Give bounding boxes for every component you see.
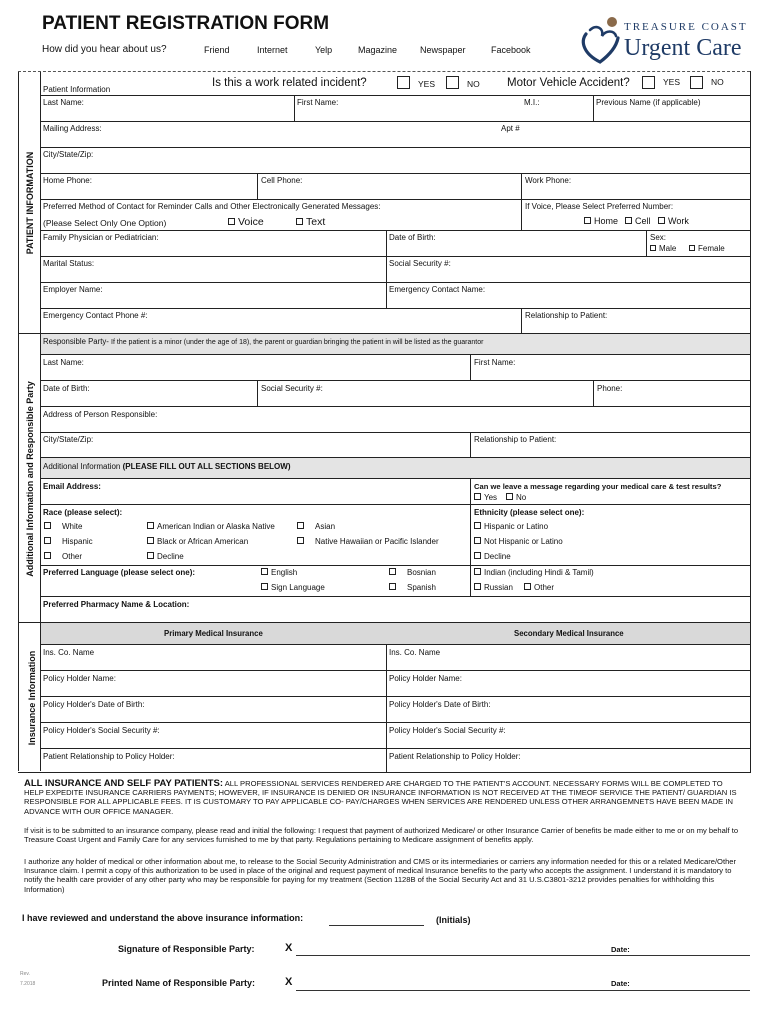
section-label-patient: PATIENT INFORMATION xyxy=(25,151,35,255)
emergency-relationship-label: Relationship to Patient: xyxy=(525,311,608,320)
pharmacy-field[interactable] xyxy=(41,610,749,621)
secondary-holder-field[interactable] xyxy=(387,684,749,695)
work-yes-label: YES xyxy=(418,79,436,89)
printed-name-x: X xyxy=(285,976,293,988)
resp-ssn-field[interactable] xyxy=(258,394,592,405)
race-other-checkbox[interactable] xyxy=(44,552,51,559)
logo-bottom-text: Urgent Care xyxy=(624,35,742,61)
leave-msg-yes-label: Yes xyxy=(484,493,498,502)
source-newspaper[interactable]: Newspaper xyxy=(420,45,466,55)
male-label: Male xyxy=(659,244,677,253)
eth-not-hispanic-checkbox[interactable] xyxy=(474,537,481,544)
dob-label: Date of Birth: xyxy=(389,233,436,242)
secondary-holder-rel-field[interactable] xyxy=(387,762,749,771)
leave-msg-yes-checkbox[interactable] xyxy=(474,493,481,500)
printed-name-label: Printed Name of Responsible Party: xyxy=(102,978,256,988)
work-yes-checkbox[interactable] xyxy=(397,76,410,89)
lang-other-checkbox[interactable] xyxy=(524,583,531,590)
employer-label: Employer Name: xyxy=(43,285,103,294)
last-name-label: Last Name: xyxy=(43,98,84,107)
resp-phone-label: Phone: xyxy=(597,384,623,393)
resp-city-label: City/State/Zip: xyxy=(43,435,94,444)
resp-phone-field[interactable] xyxy=(594,394,749,405)
lang-spanish-option[interactable] xyxy=(389,584,436,592)
section-label-insurance: Insurance Information xyxy=(27,650,37,746)
mva-no-checkbox[interactable] xyxy=(690,76,703,89)
work-option[interactable] xyxy=(658,217,689,226)
lang-sign-label: Sign Language xyxy=(271,583,325,592)
source-friend[interactable]: Friend xyxy=(204,45,230,55)
dob-field[interactable] xyxy=(387,243,645,255)
secondary-holder-ssn-field[interactable] xyxy=(387,736,749,747)
cell-label: Cell xyxy=(635,216,651,226)
resp-last-name-field[interactable] xyxy=(41,368,469,379)
secondary-holder-ssn-label: Policy Holder's Social Security #: xyxy=(389,726,506,735)
lang-sign-checkbox[interactable] xyxy=(261,583,268,590)
terms-paragraph-1 xyxy=(24,779,744,816)
primary-holder-rel-field[interactable] xyxy=(41,762,385,771)
race-white-label: White xyxy=(62,522,83,531)
cell-checkbox[interactable] xyxy=(625,217,632,224)
responsible-party-note: If the patient is a minor (under the age of 18), the parent or guardian bringing the patient in will be listed as the guarantor xyxy=(111,339,484,346)
work-checkbox[interactable] xyxy=(658,217,665,224)
lang-bosnian-label: Bosnian xyxy=(407,568,436,577)
city-state-zip-label: City/State/Zip: xyxy=(43,150,94,159)
race-asian-checkbox[interactable] xyxy=(297,522,304,529)
resp-last-name-label: Last Name: xyxy=(43,358,84,367)
patient-info-label: Patient Information xyxy=(43,85,111,94)
language-label: Preferred Language (please select one): xyxy=(43,568,196,577)
eth-not-hispanic-label: Not Hispanic or Latino xyxy=(484,537,563,546)
first-name-field[interactable] xyxy=(295,108,520,120)
first-name-label: First Name: xyxy=(297,98,339,107)
race-am-indian-checkbox[interactable] xyxy=(147,522,154,529)
primary-co-name-label: Ins. Co. Name xyxy=(43,648,95,657)
terms-paragraph-3: I authorize any holder of medical or other information about me, to release to the Social Security Administration and CMS or its intermediaries or carriers any information needed for this or a related Medicare/Other Insurance claim. I permit a copy of this authorization to be used in place of the original and request payment of medical Insurance benefits to the party who accepts the assignment. I understand it is mandatory to notify the health care provider of any other party who may be responsible for paying for my treatment (Section 1128B of the Social Security Act and 31 U.S.C3801-3212 provides penalties for withholding this Information) xyxy=(24,857,737,894)
secondary-holder-dob-field[interactable] xyxy=(387,710,749,721)
resp-address-field[interactable] xyxy=(41,420,749,431)
voice-option[interactable] xyxy=(228,217,264,228)
primary-holder-field[interactable] xyxy=(41,684,385,695)
work-related-question: Is this a work related incident? xyxy=(212,77,367,89)
race-hispanic-label: Hispanic xyxy=(62,537,93,546)
cell-option[interactable] xyxy=(625,217,651,226)
section-label-additional: Additional Information and Responsible Party xyxy=(25,381,35,577)
cell-phone-label: Cell Phone: xyxy=(261,176,303,185)
leave-msg-no-checkbox[interactable] xyxy=(506,493,513,500)
primary-holder-dob-field[interactable] xyxy=(41,710,385,721)
work-no-checkbox[interactable] xyxy=(446,76,459,89)
primary-insurance-header: Primary Medical Insurance xyxy=(164,629,263,638)
marital-status-label: Marital Status: xyxy=(43,259,95,268)
eth-hispanic-option[interactable] xyxy=(474,523,548,531)
race-hawaiian-checkbox[interactable] xyxy=(297,537,304,544)
secondary-holder-rel-label: Patient Relationship to Policy Holder: xyxy=(389,752,521,761)
ethnicity-label: Ethnicity (please select one): xyxy=(474,508,585,517)
lang-russian-checkbox[interactable] xyxy=(474,583,481,590)
text-label: Text xyxy=(306,216,326,228)
eth-decline-checkbox[interactable] xyxy=(474,552,481,559)
race-hispanic-checkbox[interactable] xyxy=(44,537,51,544)
ssn-field[interactable] xyxy=(387,269,749,281)
pharmacy-label: Preferred Pharmacy Name & Location: xyxy=(43,600,190,609)
work-no-label: NO xyxy=(467,79,480,89)
marital-status-field[interactable] xyxy=(41,269,385,281)
male-option[interactable] xyxy=(650,245,676,253)
race-other-option[interactable] xyxy=(44,553,82,561)
primary-holder-ssn-label: Policy Holder's Social Security #: xyxy=(43,726,160,735)
home-phone-field[interactable] xyxy=(41,186,256,198)
additional-info-header xyxy=(43,463,290,471)
mva-question: Motor Vehicle Accident? xyxy=(507,77,630,89)
resp-relationship-label: Relationship to Patient: xyxy=(474,435,557,444)
female-checkbox[interactable] xyxy=(689,245,695,251)
mailing-address-label: Mailing Address: xyxy=(43,124,102,133)
leave-msg-no-label: No xyxy=(516,493,527,502)
apt-field[interactable] xyxy=(500,134,749,146)
signature-x: X xyxy=(285,942,293,954)
voice-label: Voice xyxy=(238,216,264,228)
secondary-co-name-field[interactable] xyxy=(387,658,749,669)
eth-hispanic-label: Hispanic or Latino xyxy=(484,522,549,531)
rev-date: 7.2018 xyxy=(20,981,36,987)
leave-msg-no-option[interactable] xyxy=(506,494,526,502)
logo-top-text: TREASURE COAST xyxy=(624,21,748,33)
printed-name-line[interactable] xyxy=(296,990,750,991)
ssn-label: Social Security #: xyxy=(389,259,451,268)
voice-checkbox[interactable] xyxy=(228,218,235,225)
race-label: Race (please select): xyxy=(43,508,123,517)
mva-yes-label: YES xyxy=(663,77,681,87)
source-facebook[interactable]: Facebook xyxy=(491,45,531,55)
secondary-holder-dob-label: Policy Holder's Date of Birth: xyxy=(389,700,491,709)
lang-indian-label: Indian (including Hindi & Tamil) xyxy=(484,568,594,577)
leave-msg-yes-option[interactable] xyxy=(474,494,497,502)
work-phone-label: Work Phone: xyxy=(525,176,572,185)
lang-english-label: English xyxy=(271,568,298,577)
mva-no-label: NO xyxy=(711,77,724,87)
lang-other-option[interactable] xyxy=(524,584,554,592)
primary-holder-rel-label: Patient Relationship to Policy Holder: xyxy=(43,752,175,761)
last-name-field[interactable] xyxy=(41,108,293,120)
race-hawaiian-label: Native Hawaiian or Pacific Islander xyxy=(315,537,439,546)
race-black-label: Black or African American xyxy=(157,537,249,546)
emergency-phone-field[interactable] xyxy=(41,321,520,332)
logo xyxy=(578,14,758,66)
resp-first-name-field[interactable] xyxy=(472,368,749,379)
lang-english-checkbox[interactable] xyxy=(261,568,268,575)
race-hispanic-option[interactable] xyxy=(44,538,93,546)
heart-logo-icon xyxy=(578,14,626,66)
physician-field[interactable] xyxy=(41,243,385,255)
race-white-checkbox[interactable] xyxy=(44,522,51,529)
female-option[interactable] xyxy=(689,245,725,253)
primary-holder-label: Policy Holder Name: xyxy=(43,674,116,683)
email-label: Email Address: xyxy=(43,482,101,491)
sex-label: Sex: xyxy=(650,233,667,242)
primary-holder-dob-label: Policy Holder's Date of Birth: xyxy=(43,700,145,709)
race-other-label: Other xyxy=(62,552,83,561)
lang-indian-option[interactable] xyxy=(474,569,594,577)
source-yelp[interactable]: Yelp xyxy=(315,45,333,55)
secondary-insurance-header: Secondary Medical Insurance xyxy=(514,629,624,638)
race-white-option[interactable] xyxy=(44,523,82,531)
race-decline-checkbox[interactable] xyxy=(147,552,154,559)
emergency-phone-label: Emergency Contact Phone #: xyxy=(43,311,148,320)
lang-sign-option[interactable] xyxy=(261,584,325,592)
previous-name-field[interactable] xyxy=(594,108,749,120)
lang-russian-option[interactable] xyxy=(474,584,513,592)
emergency-name-field[interactable] xyxy=(387,295,749,307)
eth-decline-label: Decline xyxy=(484,552,511,561)
emergency-name-label: Emergency Contact Name: xyxy=(389,285,486,294)
home-phone-label: Home Phone: xyxy=(43,176,92,185)
mailing-address-field[interactable] xyxy=(41,134,496,146)
initials-label: (Initials) xyxy=(436,915,471,925)
eth-not-hispanic-option[interactable] xyxy=(474,538,563,546)
initials-line[interactable] xyxy=(329,925,424,926)
female-label: Female xyxy=(698,244,725,253)
race-black-checkbox[interactable] xyxy=(147,537,154,544)
cell-phone-field[interactable] xyxy=(258,186,520,198)
eth-hispanic-checkbox[interactable] xyxy=(474,522,481,529)
signature-line[interactable] xyxy=(296,955,750,956)
select-one-label: (Please Select Only One Option) xyxy=(43,218,167,228)
work-label: Work xyxy=(668,216,689,226)
lang-russian-label: Russian xyxy=(484,583,513,592)
secondary-holder-label: Policy Holder Name: xyxy=(389,674,462,683)
text-checkbox[interactable] xyxy=(296,218,303,225)
responsible-party-header xyxy=(43,338,483,346)
page-title: PATIENT REGISTRATION FORM xyxy=(42,13,330,34)
apt-label: Apt # xyxy=(501,124,520,133)
lang-bosnian-checkbox[interactable] xyxy=(389,568,396,575)
primary-holder-ssn-field[interactable] xyxy=(41,736,385,747)
mi-label: M.I.: xyxy=(524,98,540,107)
home-option[interactable] xyxy=(584,217,618,226)
reviewed-statement: I have reviewed and understand the above insurance information: xyxy=(22,913,304,923)
mva-yes-checkbox[interactable] xyxy=(642,76,655,89)
work-phone-field[interactable] xyxy=(522,186,749,198)
race-asian-option[interactable] xyxy=(297,523,335,531)
hear-question: How did you hear about us? xyxy=(42,44,167,55)
resp-ssn-label: Social Security #: xyxy=(261,384,323,393)
resp-dob-field[interactable] xyxy=(41,394,256,405)
additional-info-title: Additional Information xyxy=(43,462,121,471)
rev-label: Rev. xyxy=(20,971,30,977)
leave-message-label: Can we leave a message regarding your medical care & test results? xyxy=(474,482,722,491)
responsible-party-title: Responsible Party- xyxy=(43,337,109,346)
text-option[interactable] xyxy=(296,217,325,228)
printed-date-label: Date: xyxy=(611,979,630,988)
resp-first-name-label: First Name: xyxy=(474,358,516,367)
home-label: Home xyxy=(594,216,619,226)
race-decline-label: Decline xyxy=(157,552,184,561)
race-am-indian-label: American Indian or Alaska Native xyxy=(157,522,275,531)
terms-paragraph-2: If visit is to be submitted to an insurance company, please read and initial the following: I request that payment of authorized Medicare/ or other Insurance Carrier of benefits be made either to me or on my behalf to Treasure Coast Urgent and Family Care for any services furnished to me by that party. Regulations pertaining to Medicare assignment of benefits apply. xyxy=(24,826,739,845)
emergency-relationship-field[interactable] xyxy=(522,321,749,332)
physician-label: Family Physician or Pediatrician: xyxy=(43,233,159,242)
home-checkbox[interactable] xyxy=(584,217,591,224)
signature-label: Signature of Responsible Party: xyxy=(118,944,255,954)
city-state-zip-field[interactable] xyxy=(41,160,749,172)
resp-dob-label: Date of Birth: xyxy=(43,384,90,393)
resp-address-label: Address of Person Responsible: xyxy=(43,410,158,419)
email-field[interactable] xyxy=(41,492,469,503)
preferred-contact-label: Preferred Method of Contact for Reminder Calls and Other Electronically Generated Messages: xyxy=(43,202,381,211)
race-am-indian-option[interactable] xyxy=(147,523,275,531)
lang-indian-checkbox[interactable] xyxy=(474,568,481,575)
secondary-co-name-label: Ins. Co. Name xyxy=(389,648,441,657)
lang-bosnian-option[interactable] xyxy=(389,569,436,577)
resp-relationship-field[interactable] xyxy=(472,445,749,456)
lang-spanish-label: Spanish xyxy=(407,583,436,592)
employer-field[interactable] xyxy=(41,295,385,307)
if-voice-label: If Voice, Please Select Preferred Number: xyxy=(525,202,674,211)
lang-other-label: Other xyxy=(534,583,555,592)
additional-info-note: (PLEASE FILL OUT ALL SECTIONS BELOW) xyxy=(122,462,291,471)
primary-co-name-field[interactable] xyxy=(41,658,385,669)
lang-english-option[interactable] xyxy=(261,569,297,577)
signature-date-label: Date: xyxy=(611,945,630,954)
terms-heading: ALL INSURANCE AND SELF PAY PATIENTS: xyxy=(24,778,223,789)
terms-text-1: ALL PROFESSIONAL SERVICES RENDERED ARE CHARGED TO THE PATIENT'S ACCOUNT. NECESSARY FORMS WILL BE COMPLETED TO HELP EXPEDITE INSURANCE CARRIERS PAYMENTS; HOWEVER, IF INSURANCE IS DENIED OR INSURANCE INFORMATION IS NOT RECEIVED AT THE TIMEOF SERVICE THE PATIENT/ GUARDIAN IS RESPONSIBLE FOR ALL APPLICABLE FEES. IT IS CUSTOMARY TO PAY APPLICABLE CO- PAY/CHARGES WHEN SERVICES ARE RENDERED UNLESS OTHER ARRANGEMNETS HAVE BEEN MADE IN ADVANCE WITH OUR OFFICE MANAGER. xyxy=(24,779,737,816)
source-internet[interactable]: Internet xyxy=(257,45,288,55)
lang-spanish-checkbox[interactable] xyxy=(389,583,396,590)
race-decline-option[interactable] xyxy=(147,553,184,561)
resp-city-field[interactable] xyxy=(41,445,469,456)
eth-decline-option[interactable] xyxy=(474,553,511,561)
previous-name-label: Previous Name (if applicable) xyxy=(596,98,701,107)
mi-field[interactable] xyxy=(522,108,592,120)
race-black-option[interactable] xyxy=(147,538,248,546)
male-checkbox[interactable] xyxy=(650,245,656,251)
source-magazine[interactable]: Magazine xyxy=(358,45,398,55)
race-asian-label: Asian xyxy=(315,522,336,531)
race-hawaiian-option[interactable] xyxy=(297,538,439,546)
